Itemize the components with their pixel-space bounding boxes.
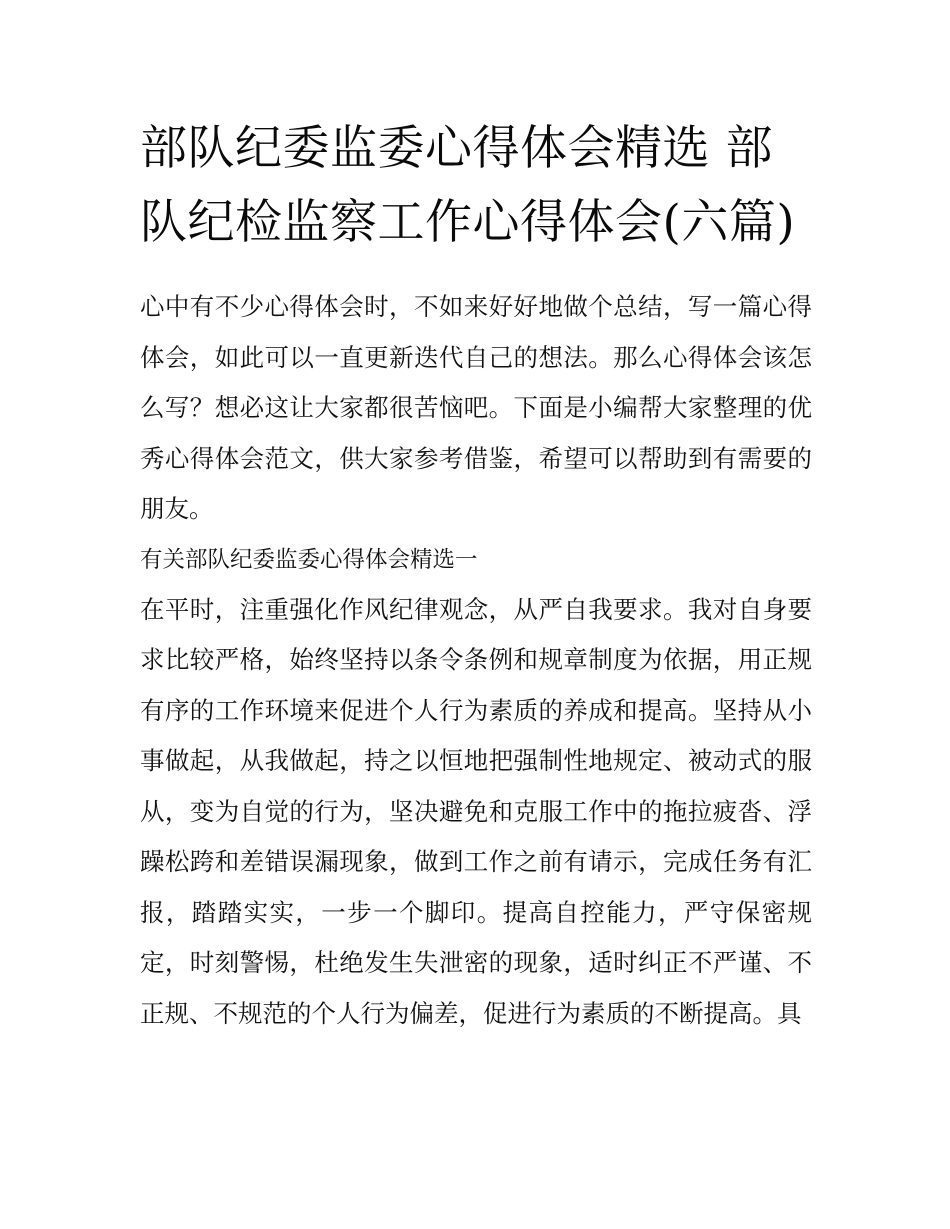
document-title: 部队纪委监委心得体会精选 部队纪检监察工作心得体会(六篇) [140, 121, 796, 250]
section-heading: 有关部队纪委监委心得体会精选一 [140, 546, 478, 573]
section-body-paragraph: 在平时，注重强化作风纪律观念，从严自我要求。我对自身要求比较严格，始终坚持以条令条例和规章制度为依据，用正规有序的工作环境来促进个人行为素质的养成和提高。坚持从小事做起，从我做起，持之以恒地把强制性地规定、被动式的服从，变为自觉的行为，坚决避免和克服工作中的拖拉疲沓、浮躁松跨和差错误漏现象，做到工作之前有请示，完成任务有汇报，踏踏实实，一步一个脚印。提高自控能力，严守保密规定，时刻警惕，杜绝发生失泄密的现象，适时纠正不严谨、不正规、不规范的个人行为偏差，促进行为素质的不断提高。具 [140, 594, 812, 1028]
intro-paragraph: 心中有不少心得体会时，不如来好好地做个总结，写一篇心得体会，如此可以一直更新迭代自己的想法。那么心得体会该怎么写？想必这让大家都很苦恼吧。下面是小编帮大家整理的优秀心得体会范文，供大家参考借鉴，希望可以帮助到有需要的朋友。 [140, 292, 812, 523]
document-page [140, 112, 812, 1039]
